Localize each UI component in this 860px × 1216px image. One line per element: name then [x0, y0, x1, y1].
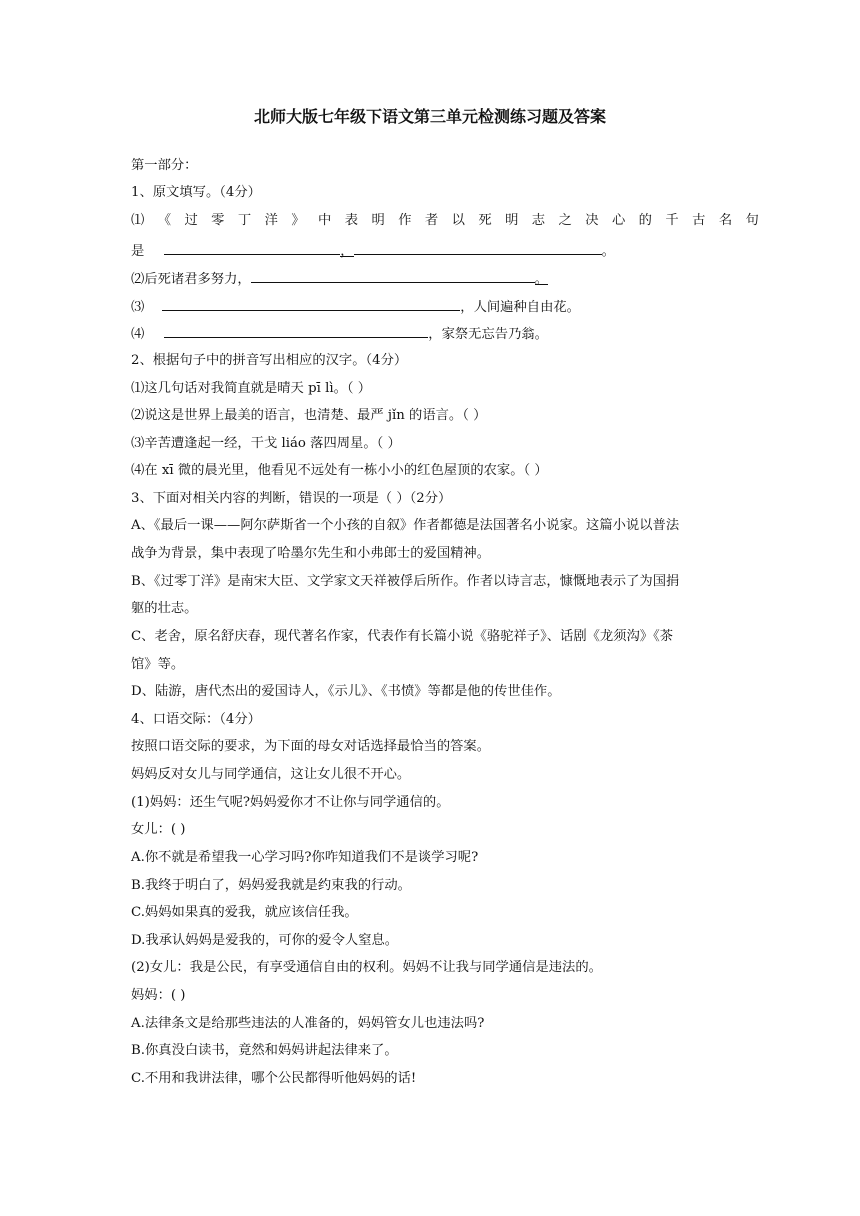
q3-heading: 3、下面对相关内容的判断，错误的一项是（ ）（2分） [131, 491, 452, 506]
q4-line: (2)女儿：我是公民，有享受通信自由的权利。妈妈不让我与同学通信是违法的。 [131, 960, 602, 975]
q2-item: ⑴这几句话对我简直就是晴天 pī lì。（ ） [131, 381, 372, 396]
comma: ， [340, 244, 354, 259]
q4-line: C.不用和我讲法律，哪个公民都得听他妈妈的话! [131, 1071, 417, 1086]
period: 。 [534, 272, 548, 287]
q1-item1-line1: ⑴ 《 过 零 丁 洋 》 中 表 明 作 者 以 死 明 志 之 决 心 的 千 古 名 句 [131, 213, 759, 228]
q4-line: 妈妈反对女儿与同学通信，这让女儿很不开心。 [131, 767, 411, 782]
q4-heading: 4、口语交际：（4分） [131, 712, 261, 727]
q4-line: C.妈妈如果真的爱我，就应该信任我。 [131, 905, 358, 920]
q4-line: 女儿：( ) [131, 822, 186, 837]
q3-line: D、陆游，唐代杰出的爱国诗人，《示儿》、《书愤》等都是他的传世佳作。 [131, 684, 561, 699]
answer-blank[interactable] [164, 323, 428, 338]
q4-line: (1)妈妈：还生气呢?妈妈爱你才不让你与同学通信的。 [131, 795, 450, 810]
q4-line: B.我终于明白了，妈妈爱我就是约束我的行动。 [131, 878, 411, 893]
q3-line: 躯的壮志。 [131, 601, 198, 616]
answer-blank[interactable] [164, 240, 340, 255]
q4-line: 妈妈：( ) [131, 988, 186, 1003]
q3-line: A、《最后一课——阿尔萨斯省一个小孩的自叙》作者都德是法国著名小说家。这篇小说以普法 [131, 518, 680, 533]
q4-line: A.你不就是希望我一心学习吗?你咋知道我们不是谈学习呢? [131, 850, 479, 865]
q4-line: D.我承认妈妈是爱我的，可你的爱令人窒息。 [131, 933, 399, 948]
q2-item: ⑶辛苦遭逢起一经，干戈 liáo 落四周星。（ ） [131, 436, 401, 451]
q1-heading: 1、原文填写。（4分） [131, 185, 261, 200]
answer-blank[interactable] [354, 240, 602, 255]
q2-heading: 2、根据句子中的拼音写出相应的汉字。（4分） [131, 353, 408, 368]
page-title: 北师大版七年级下语文第三单元检测练习题及答案 [253, 107, 606, 126]
q2-item: ⑷在 xī 微的晨光里，他看见不远处有一栋小小的红色屋顶的农家。（ ） [131, 463, 548, 478]
q3-line: 馆》等。 [131, 657, 185, 672]
q2-item: ⑵说这是世界上最美的语言，也清楚、最严 jǐn 的语言。（ ） [131, 408, 487, 423]
q4-line: B.你真没白读书，竟然和妈妈讲起法律来了。 [131, 1043, 398, 1058]
q1-item1-line2: 是 ， 。 [131, 240, 759, 262]
q3-line: B、《过零丁洋》是南宋大臣、文学家文天祥被俘后所作。作者以诗言志，慷慨地表示了为国捐 [131, 574, 680, 589]
section-label: 第一部分： [131, 158, 198, 173]
q1-item4: ⑷ ，家祭无忘告乃翁。 [131, 323, 759, 345]
answer-blank[interactable] [251, 268, 535, 283]
q3-line: C、老舍，原名舒庆春，现代著名作家，代表作有长篇小说《骆驼祥子》、话剧《龙须沟》《茶 [131, 629, 674, 644]
q1-item3: ⑶ ，人间遍种自由花。 [131, 296, 759, 318]
q4-line: 按照口语交际的要求，为下面的母女对话选择最恰当的答案。 [131, 739, 491, 754]
q1-item2: ⑵后死诸君多努力， 。 [131, 268, 759, 290]
q4-line: A.法律条文是给那些违法的人准备的，妈妈管女儿也违法吗? [131, 1016, 485, 1031]
q3-line: 战争为背景，集中表现了哈墨尔先生和小弗郎士的爱国精神。 [131, 546, 491, 561]
answer-blank[interactable] [162, 296, 460, 311]
